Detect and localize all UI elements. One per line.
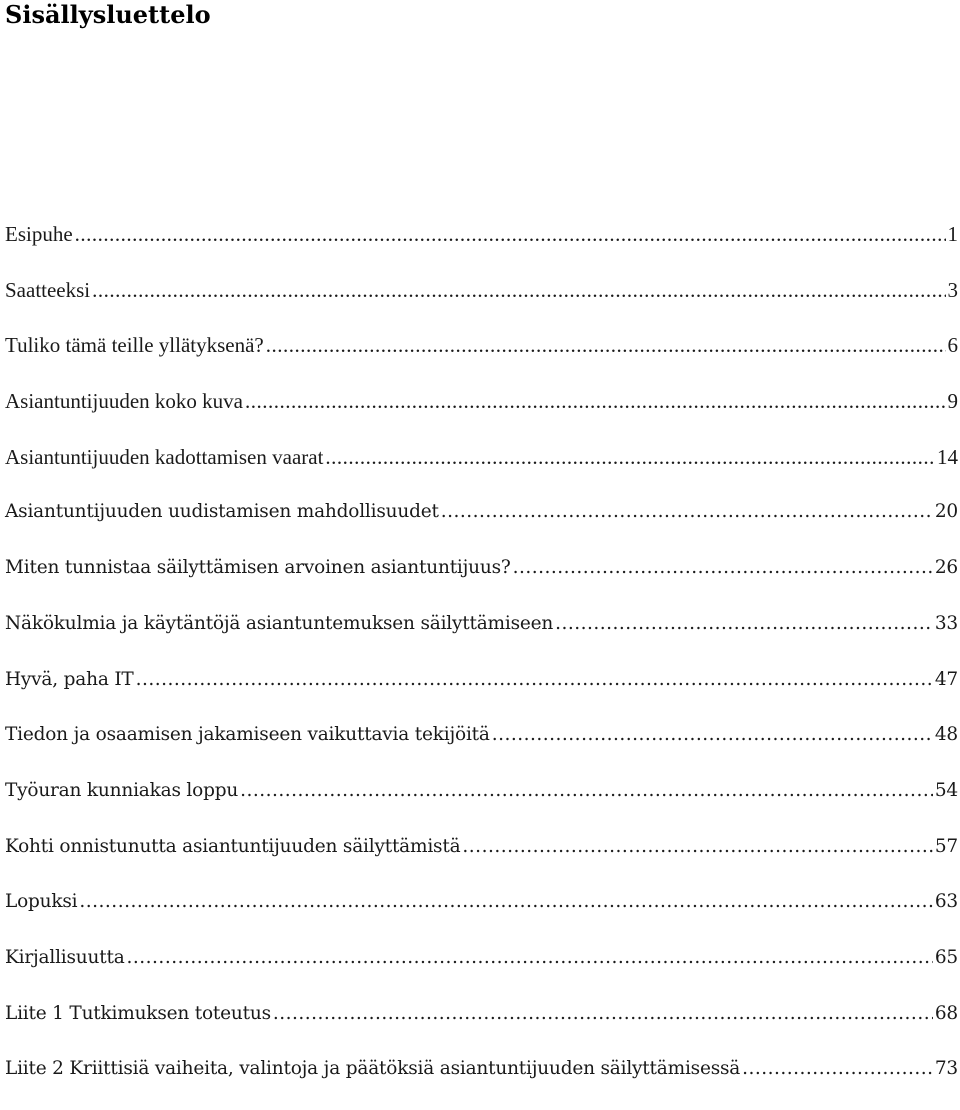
toc-entry-label: Tiedon ja osaamisen jakamiseen vaikuttavia tekijöitä <box>5 720 490 750</box>
toc-entry[interactable] <box>5 442 960 498</box>
toc-entry-label: Hyvä, paha IT <box>5 665 134 695</box>
dot-leader <box>266 330 946 360</box>
toc-entry-label: Liite 1 Tutkimuksen toteutus <box>5 999 271 1029</box>
toc-entry-label: Kirjallisuutta <box>5 943 125 973</box>
dot-leader <box>92 275 945 305</box>
toc-entry-page: 3 <box>948 275 960 305</box>
dot-leader <box>325 442 935 472</box>
toc-entry-page: 57 <box>935 832 960 862</box>
dot-leader <box>513 553 933 583</box>
toc-entry-label: Esipuhe <box>5 219 73 249</box>
toc-entry-page: 73 <box>935 1054 960 1084</box>
toc-entry-label: Asiantuntijuuden uudistamisen mahdollisuudet <box>5 497 439 527</box>
toc-entry-page: 65 <box>935 943 960 973</box>
toc-entry[interactable] <box>5 330 960 386</box>
toc-entry-label: Liite 2 Kriittisiä vaiheita, valintoja ja päätöksiä asiantuntijuuden säilyttämisessä <box>5 1054 740 1084</box>
toc-entry-label: Työuran kunniakas loppu <box>5 776 238 806</box>
dot-leader <box>245 386 946 416</box>
toc-entry[interactable] <box>5 665 960 721</box>
toc-entry-page: 48 <box>935 720 960 750</box>
toc-entry-page: 6 <box>948 330 960 360</box>
table-of-contents <box>5 219 960 1110</box>
toc-entry[interactable] <box>5 553 960 609</box>
toc-entry-page: 33 <box>935 609 960 639</box>
toc-entry-page: 1 <box>948 219 960 249</box>
dot-leader <box>492 720 933 750</box>
toc-entry-label: Miten tunnistaa säilyttämisen arvoinen asiantuntijuus? <box>5 553 511 583</box>
toc-entry[interactable] <box>5 1054 960 1110</box>
toc-entry[interactable] <box>5 386 960 442</box>
dot-leader <box>75 219 946 249</box>
toc-entry[interactable] <box>5 943 960 999</box>
toc-entry-page: 54 <box>935 776 960 806</box>
dot-leader <box>742 1054 933 1084</box>
dot-leader <box>127 943 933 973</box>
page-title: Sisällysluettelo <box>5 0 211 30</box>
dot-leader <box>136 665 933 695</box>
toc-entry-page: 26 <box>935 553 960 583</box>
toc-entry-page: 47 <box>935 665 960 695</box>
dot-leader <box>273 999 933 1029</box>
toc-entry-label: Asiantuntijuuden kadottamisen vaarat <box>5 442 323 472</box>
toc-entry[interactable] <box>5 609 960 665</box>
toc-entry-page: 9 <box>948 386 960 416</box>
dot-leader <box>462 832 932 862</box>
toc-entry-page: 68 <box>935 999 960 1029</box>
toc-entry[interactable] <box>5 219 960 275</box>
dot-leader <box>441 497 933 527</box>
toc-entry-label: Tuliko tämä teille yllätyksenä? <box>5 330 264 360</box>
dot-leader <box>555 609 933 639</box>
toc-entry[interactable] <box>5 999 960 1055</box>
toc-entry-label: Näkökulmia ja käytäntöjä asiantuntemuksen säilyttämiseen <box>5 609 553 639</box>
toc-entry[interactable] <box>5 275 960 331</box>
toc-entry-page: 63 <box>935 887 960 917</box>
dot-leader <box>79 887 932 917</box>
toc-entry-page: 20 <box>935 497 960 527</box>
toc-entry[interactable] <box>5 776 960 832</box>
toc-entry-page: 14 <box>937 442 960 472</box>
toc-entry-label: Asiantuntijuuden koko kuva <box>5 386 243 416</box>
toc-entry-label: Kohti onnistunutta asiantuntijuuden säilyttämistä <box>5 832 460 862</box>
toc-entry-label: Lopuksi <box>5 887 77 917</box>
dot-leader <box>240 776 933 806</box>
toc-entry[interactable] <box>5 887 960 943</box>
toc-entry-label: Saatteeksi <box>5 275 90 305</box>
toc-entry[interactable] <box>5 497 960 553</box>
toc-entry[interactable] <box>5 832 960 888</box>
toc-entry[interactable] <box>5 720 960 776</box>
